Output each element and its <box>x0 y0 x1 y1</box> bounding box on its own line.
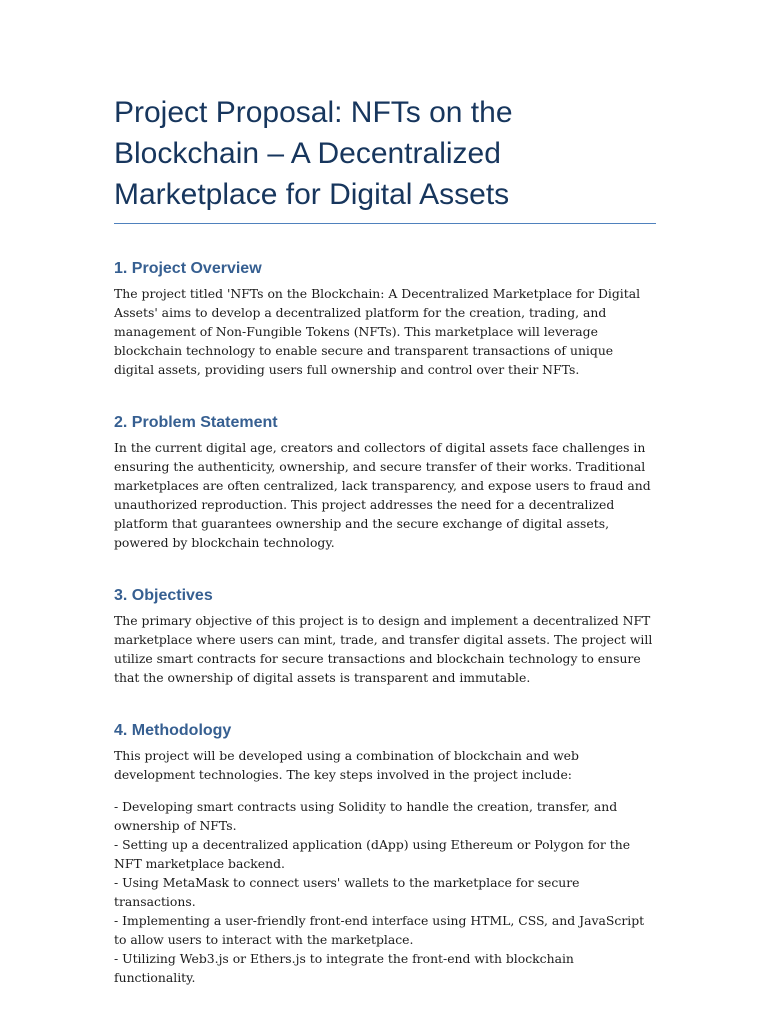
section-heading: 2. Problem Statement <box>114 414 278 431</box>
section-paragraph: This project will be developed using a combination of blockchain and web development technologies. The key steps involved in the project include: <box>114 748 579 782</box>
section-heading: 3. Objectives <box>114 587 213 604</box>
list-item: - Setting up a decentralized application (dApp) using Ethereum or Polygon for the NFT marketplace backend. <box>114 837 631 871</box>
section-project-overview <box>114 258 656 379</box>
list-item: - Implementing a user-friendly front-end interface using HTML, CSS, and JavaScript to allow users to interact with the marketplace. <box>114 913 645 947</box>
document-page <box>114 92 656 987</box>
list-item: - Utilizing Web3.js or Ethers.js to integrate the front-end with blockchain functionality. <box>114 951 574 985</box>
methodology-steps-list <box>114 797 656 987</box>
section-paragraph: The primary objective of this project is to design and implement a decentralized NFT marketplace where users can mint, trade, and transfer digital assets. The project will utilize smart contracts for secure transactions and blockchain technology to ensure that the ownership of digital assets is transparent and immutable. <box>114 613 653 685</box>
section-heading: 1. Project Overview <box>114 260 262 277</box>
list-item: - Using MetaMask to connect users' wallets to the marketplace for secure transactions. <box>114 875 580 909</box>
section-paragraph: In the current digital age, creators and collectors of digital assets face challenges in ensuring the authenticity, ownership, and secure transfer of their works. Traditional marketplaces are often centralized, lack transparency, and expose users to fraud and unauthorized reproduction. This project addresses the need for a decentralized platform that guarantees ownership and the secure exchange of digital assets, powered by blockchain technology. <box>114 440 651 550</box>
section-problem-statement <box>114 412 656 552</box>
section-objectives <box>114 585 656 687</box>
list-item: - Developing smart contracts using Solidity to handle the creation, transfer, and ownership of NFTs. <box>114 799 618 833</box>
section-heading: 4. Methodology <box>114 722 232 739</box>
document-title: Project Proposal: NFTs on the Blockchain – A Decentralized Marketplace for Digital Assets <box>114 92 656 224</box>
section-methodology <box>114 720 656 987</box>
section-paragraph: The project titled 'NFTs on the Blockchain: A Decentralized Marketplace for Digital Assets' aims to develop a decentralized platform for the creation, trading, and management of Non-Fungible Tokens (NFTs). This marketplace will leverage blockchain technology to enable secure and transparent transactions of unique digital assets, providing users full ownership and control over their NFTs. <box>114 286 641 377</box>
